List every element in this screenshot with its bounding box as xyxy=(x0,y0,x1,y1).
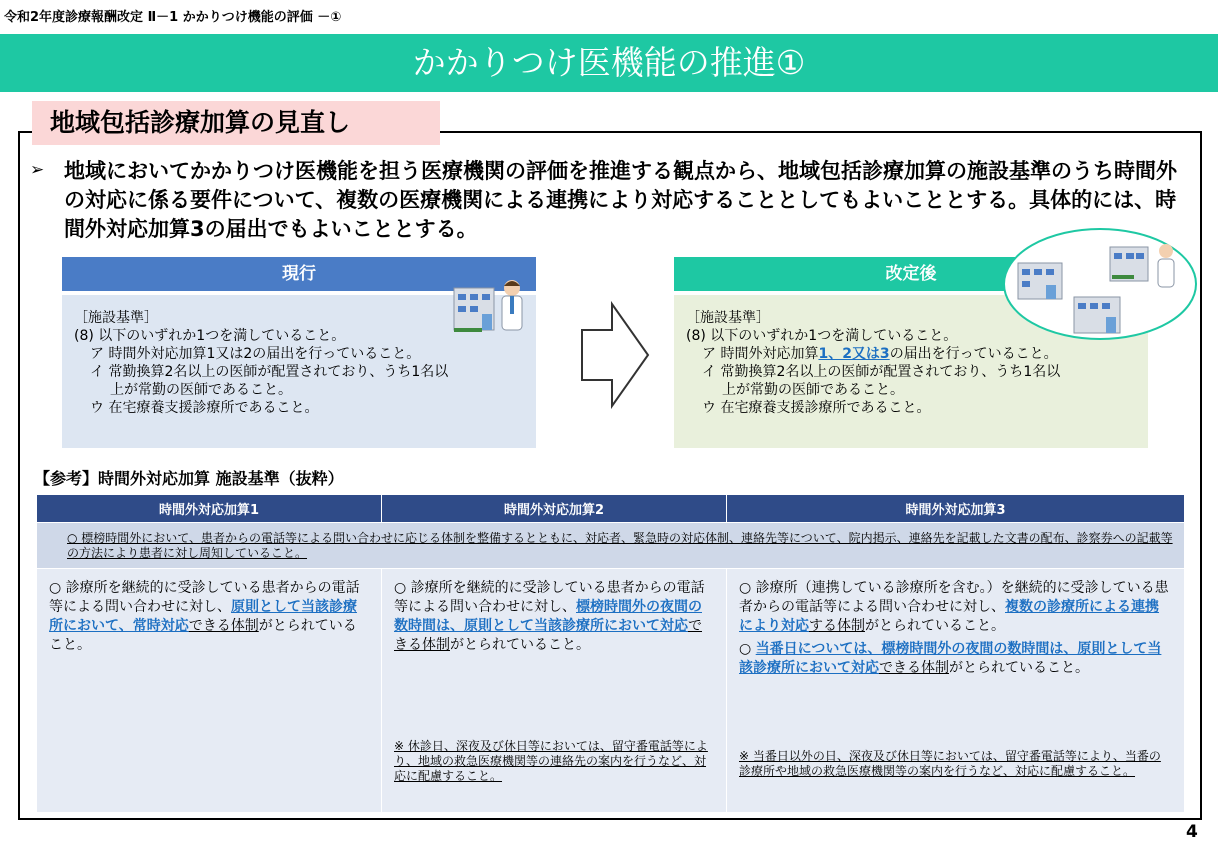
page-title: かかりつけ医機能の推進① xyxy=(412,43,806,82)
criteria-line: イ 常勤換算2名以上の医師が配置されており、うち1名以 xyxy=(90,364,449,380)
revised-heading: 改定後 xyxy=(674,257,1148,291)
table-cell: ○ 診療所を継続的に受診している患者からの電話等による問い合わせに対し、標榜時間外の夜間の数時間は、原則として当該診療所において対応できる体制がとられていること。 ※ 休診日、深夜及び休日等においては、留守番電話等により、地域の救急医療機関等の連絡先の案内を行うなど、対応に配慮すること。 xyxy=(382,569,727,813)
common-criteria-cell: ○ 標榜時間外において、患者からの電話等による問い合わせに応じる体制を整備するとともに、対応者、緊急時の対応体制、連絡先等について、院内掲示、連絡先を記載した文書の配布、診察券への記載等の方法により患者に対し周知していること。 xyxy=(37,523,1185,569)
intro-text: 地域においてかかりつけ医機能を担う医療機関の評価を推進する観点から、地域包括診療加算の施設基準のうち時間外の対応に係る要件について、複数の医療機関による連携により対応することとしてもよいこととする。具体的には、時間外対応加算3の届出でもよいこととする。 xyxy=(64,159,1177,241)
table-row xyxy=(37,569,1185,813)
criteria-line: (8) 以下のいずれか1つを満していること。 xyxy=(74,328,346,344)
table-note: ※ 休診日、深夜及び休日等においては、留守番電話等により、地域の救急医療機関等の連絡先の案内を行うなど、対応に配慮すること。 xyxy=(394,739,708,783)
clinic-doctor-icon xyxy=(452,274,532,336)
column-header: 時間外対応加算3 xyxy=(727,495,1185,523)
clinic-network-icon xyxy=(1000,225,1200,343)
table-cell: ○ 診療所を継続的に受診している患者からの電話等による問い合わせに対し、原則として当該診療所において、常時対応できる体制がとられていること。 xyxy=(37,569,382,813)
highlight-text: 1、2又は3 xyxy=(818,346,890,362)
criteria-line: イ 常勤換算2名以上の医師が配置されており、うち1名以 xyxy=(702,364,1061,380)
current-heading: 現行 xyxy=(62,257,536,291)
criteria-line: 上が常勤の医師であること。 xyxy=(722,382,904,398)
column-header: 時間外対応加算1 xyxy=(37,495,382,523)
reference-table xyxy=(36,494,1185,813)
criteria-item: ○ 当番日については、標榜時間外の夜間の数時間は、原則として当該診療所において対応できる体制がとられていること。 xyxy=(739,641,1162,676)
table-cell: ○ 診療所（連携している診療所を含む。）を継続的に受診している患者からの電話等による問い合わせに対し、複数の診療所による連携により対応する体制がとられていること。 ○ 当番日については、標榜時間外の夜間の数時間は、原則として当該診療所において対応できる体制がとられていること。 ※ 当番日以外の日、深夜及び休日等においては、留守番電話等により、当番の診療所や地域の救急医療機関等の案内を行うなど、対応に配慮すること。 xyxy=(727,569,1185,813)
criteria-label: ［施設基準］ xyxy=(74,310,158,326)
criteria-line: ア 時間外対応加算1又は2の届出を行っていること。 xyxy=(90,346,421,362)
criteria-line: ア 時間外対応加算1、2又は3の届出を行っていること。 xyxy=(702,346,1058,362)
section-title: 地域包括診療加算の見直し xyxy=(32,101,440,145)
table-note: ※ 当番日以外の日、深夜及び休日等においては、留守番電話等により、当番の診療所や地域の救急医療機関等の案内を行うなど、対応に配慮すること。 xyxy=(739,749,1161,778)
criteria-line: ウ 在宅療養支援診療所であること。 xyxy=(90,400,319,416)
criteria-label: ［施設基準］ xyxy=(686,310,770,326)
criteria-line: ウ 在宅療養支援診療所であること。 xyxy=(702,400,931,416)
bullet-arrow-icon: ➢ xyxy=(30,160,45,180)
page-number: 4 xyxy=(1186,822,1198,842)
breadcrumb: 令和2年度診療報酬改定 Ⅱ－1 かかりつけ機能の評価 －① xyxy=(4,10,342,25)
criteria-line: (8) 以下のいずれか1つを満していること。 xyxy=(686,328,958,344)
table-row xyxy=(37,523,1185,569)
arrow-right-icon xyxy=(580,300,650,410)
table-header-row xyxy=(37,495,1185,523)
criteria-line: 上が常勤の医師であること。 xyxy=(110,382,292,398)
reference-title: 【参考】時間外対応加算 施設基準（抜粋） xyxy=(34,469,344,488)
column-header: 時間外対応加算2 xyxy=(382,495,727,523)
